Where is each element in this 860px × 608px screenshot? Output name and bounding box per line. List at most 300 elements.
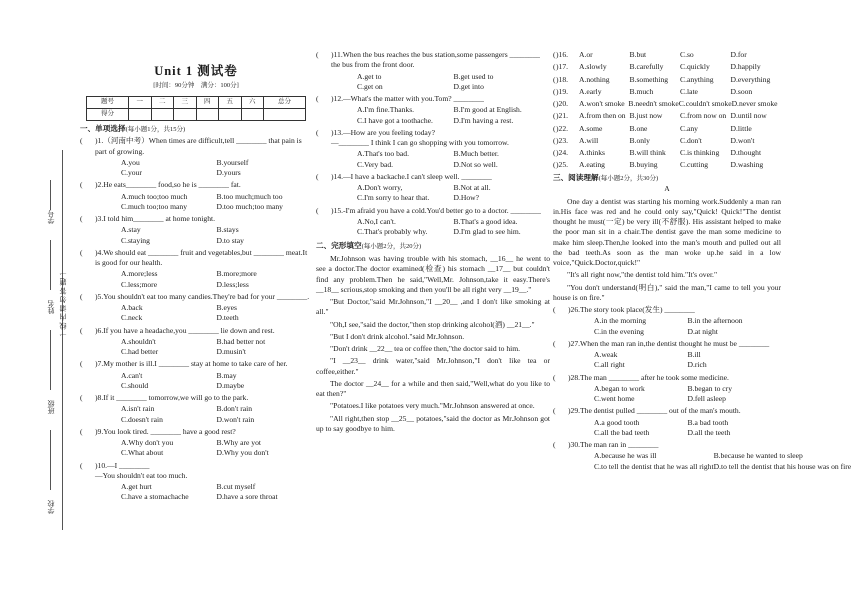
option[interactable]: C.quickly — [680, 62, 710, 72]
question-stem: )27.When the man ran in,the dentist thought he must be ________ — [568, 338, 770, 348]
score-cell[interactable] — [174, 108, 197, 120]
question — [316, 206, 550, 238]
student-id-blank[interactable] — [50, 180, 51, 210]
option[interactable]: B.get used to — [453, 71, 494, 81]
option[interactable]: A.Don't worry, — [357, 183, 403, 192]
option-grid — [95, 337, 312, 358]
question — [553, 373, 781, 405]
answer-paren[interactable]: ( — [80, 393, 83, 403]
answer-paren[interactable]: ( — [80, 247, 83, 257]
paragraph: "But Doctor,"said Mr.Johnson,"I __20__ ,and I don't like smoking at all." — [316, 297, 550, 317]
question — [316, 128, 550, 170]
option[interactable]: B.eyes — [216, 303, 237, 313]
paragraph: "Oh,I see,"said the doctor,"then stop drinking alcohol(酒) __21__." — [330, 319, 535, 329]
answer-paren[interactable]: ( — [553, 305, 556, 315]
option[interactable]: B.may — [216, 370, 237, 380]
option[interactable]: C.have a stomachache — [121, 492, 189, 502]
section-heading — [553, 173, 781, 184]
answer-paren[interactable]: ( — [316, 94, 319, 103]
cloze-option-row — [553, 111, 781, 121]
answer-paren[interactable]: ( — [80, 214, 83, 224]
option[interactable]: C.cutting — [680, 160, 709, 170]
option[interactable]: A.a good tooth — [594, 417, 640, 427]
paragraph: "You don't understand(明白)," said the man,"I came to tell you your house is on fire." — [553, 282, 781, 302]
option[interactable]: B.yourself — [216, 157, 249, 167]
answer-paren[interactable]: ( — [316, 127, 319, 137]
question — [316, 50, 550, 92]
option[interactable]: D.until now — [730, 111, 767, 121]
question-stem: )9.You look tired. ________ have a good rest? — [95, 426, 236, 436]
option[interactable]: B.will think — [629, 148, 666, 157]
answer-paren[interactable]: ( — [553, 148, 556, 157]
option[interactable]: C.I'm sorry to hear that. — [357, 193, 430, 203]
score-header-cell: 题号 — [87, 96, 129, 108]
score-cell[interactable] — [219, 108, 242, 120]
question-number: )23. — [556, 135, 569, 145]
option[interactable]: A.shouldn't — [121, 336, 156, 346]
option[interactable]: A.you — [121, 157, 140, 167]
option[interactable]: A.can't — [121, 370, 143, 380]
option[interactable]: D.to tell the dentist that his house was on fire — [713, 461, 852, 471]
binding-margin — [0, 0, 75, 608]
option[interactable]: A.I'm fine.Thanks. — [357, 105, 415, 115]
option-grid — [579, 87, 781, 97]
question — [553, 406, 781, 438]
option[interactable]: B.only — [629, 135, 650, 145]
option[interactable]: D.never smoke — [731, 99, 778, 108]
section-note: (每小题1分，共15分) — [125, 125, 186, 133]
question-stem: )28.The man ________ after he took some medicine. — [568, 372, 729, 382]
answer-paren[interactable]: ( — [80, 291, 83, 301]
question-stem: )7.My mother is ill.I ________ stay at home to take care of her. — [95, 359, 288, 369]
option-grid — [95, 404, 312, 425]
option[interactable]: D.musin't — [216, 347, 246, 357]
column-3 — [553, 0, 852, 608]
option[interactable]: A.get hurt — [121, 482, 152, 492]
answer-paren[interactable]: ( — [553, 135, 556, 145]
option-grid — [579, 75, 781, 85]
class-label: 班级 — [47, 400, 55, 414]
question-stem: )13.—How are you feeling today? — [331, 127, 435, 137]
answer-paren[interactable]: ( — [80, 460, 83, 470]
cloze-option-row — [553, 75, 781, 85]
option[interactable]: D.less;less — [216, 279, 249, 289]
section-note: (每小题2分，共30分) — [598, 174, 659, 182]
paragraph: "It's all right now,"the dentist told him."It's over." — [567, 270, 718, 280]
option[interactable]: A.get to — [357, 71, 382, 81]
question-stem: )15.-I'm afraid you have a cold.You'd better go to a doctor. ________ — [331, 205, 541, 215]
school-label: 学校 — [47, 500, 55, 514]
question — [80, 461, 312, 503]
option-grid — [95, 269, 312, 290]
question-stem: )11.When the bus reaches the bus station,some passengers ________ the bus from the front door. — [331, 50, 540, 70]
option[interactable]: A.from then on — [579, 111, 626, 121]
passage-label: A — [664, 184, 670, 194]
option[interactable]: C.should — [121, 380, 149, 390]
paragraph: "But I don't drink alcohol."said Mr.Johnson. — [330, 331, 465, 341]
option-grid — [95, 192, 312, 213]
option[interactable]: A.That's too bad. — [357, 149, 409, 159]
cloze-option-row — [553, 99, 781, 109]
question-list — [80, 136, 312, 502]
option[interactable]: B.ill — [687, 350, 701, 360]
section-title: 三、阅读理解 — [553, 172, 599, 182]
score-cell[interactable] — [151, 108, 174, 120]
class-blank[interactable] — [50, 330, 51, 390]
question — [316, 172, 550, 204]
answer-paren[interactable]: ( — [553, 160, 556, 170]
paragraph: "I __23__ drink water,"said Mr.Johnson,"I don't like tea or coffee,either." — [316, 356, 550, 376]
question — [553, 305, 781, 337]
cloze-option-row — [553, 62, 781, 72]
option[interactable]: C.couldn't smoke — [678, 99, 732, 108]
option[interactable]: D.fell asleep — [687, 394, 726, 404]
option[interactable]: C.neck — [121, 313, 143, 323]
option-grid — [579, 62, 781, 72]
score-header-cell: 总分 — [264, 96, 306, 108]
option[interactable]: B.I'm good at English. — [453, 105, 522, 115]
score-cell[interactable] — [241, 108, 264, 120]
question-number: )16. — [556, 50, 569, 59]
option[interactable]: A.because he was ill — [594, 451, 657, 461]
option[interactable]: D.Not so well. — [453, 159, 498, 169]
question-stem: )4.We should eat ________ fruit and vegetables,but ________ meat.It is good for our health. — [95, 247, 308, 268]
option[interactable]: D.all the teeth — [687, 427, 731, 437]
option[interactable]: D.maybe — [216, 380, 245, 390]
answer-paren[interactable]: ( — [553, 50, 556, 59]
option[interactable]: C.get on — [357, 81, 383, 91]
option[interactable]: C.is thinking — [680, 148, 720, 157]
answer-paren[interactable]: ( — [316, 171, 319, 181]
question-stem-2: —You shouldn't eat too much. — [95, 470, 188, 480]
option[interactable]: C.I have got a toothache. — [357, 115, 433, 125]
option[interactable]: D.I'm glad to see him. — [453, 227, 521, 236]
name-label: 姓名 — [47, 300, 55, 314]
name-blank[interactable] — [50, 240, 51, 290]
answer-paren[interactable]: ( — [553, 99, 556, 108]
option[interactable]: B.needn't smoke — [628, 99, 679, 108]
option[interactable]: B.a bad tooth — [687, 417, 729, 427]
option[interactable]: A.nothing — [579, 74, 610, 84]
question — [80, 136, 312, 178]
question-stem: )6.If you have a headache,you ________ lie down and rest. — [95, 325, 275, 335]
option[interactable]: D.thought — [730, 148, 762, 157]
option[interactable]: D.teeth — [216, 313, 239, 323]
option[interactable]: C.to tell the dentist that he was all right — [594, 461, 714, 471]
option[interactable]: A.No,I can't. — [357, 216, 396, 226]
answer-paren[interactable]: ( — [553, 123, 556, 133]
option[interactable]: B.something — [629, 74, 669, 84]
option[interactable]: B.began to cry — [687, 383, 732, 393]
option[interactable]: B.buying — [629, 160, 658, 170]
option[interactable]: C.went home — [594, 394, 635, 404]
option[interactable]: B.cut myself — [216, 482, 256, 492]
answer-paren[interactable]: ( — [80, 359, 83, 369]
option[interactable]: A.will — [579, 135, 599, 145]
option-grid — [579, 124, 781, 134]
option[interactable]: D.happily — [730, 62, 761, 72]
option-grid — [579, 50, 781, 60]
answer-paren[interactable]: ( — [553, 406, 556, 416]
cloze-option-row — [553, 160, 781, 170]
option[interactable]: D.yours — [216, 168, 241, 178]
page-subtitle: [时间：90分钟 满分：100分] — [153, 81, 239, 89]
question-number: )25. — [556, 160, 569, 170]
option[interactable]: C.What about — [121, 448, 164, 458]
option[interactable]: B.Not at all. — [453, 183, 491, 192]
option[interactable]: A.eating — [579, 160, 605, 170]
option[interactable]: B.Much better. — [453, 149, 499, 159]
option[interactable]: B.carefully — [629, 62, 664, 72]
answer-paren[interactable]: ( — [553, 372, 556, 382]
question — [316, 94, 550, 126]
option[interactable]: A.Why don't you — [121, 438, 174, 448]
score-cell[interactable] — [264, 108, 306, 120]
option[interactable]: D.soon — [730, 86, 753, 96]
question-stem: )5.You shouldn't eat too many candies.They're bad for your ________. — [95, 291, 310, 301]
option[interactable]: C.late — [680, 86, 698, 96]
option[interactable]: B.because he wanted to sleep — [713, 451, 803, 461]
option[interactable]: C.staying — [121, 235, 150, 245]
question-number: )17. — [556, 62, 569, 72]
option[interactable]: C.all the bad teeth — [594, 427, 650, 437]
cloze-passage — [316, 254, 550, 434]
option[interactable]: C.don't — [680, 135, 702, 145]
question — [80, 292, 312, 324]
reading-passage — [553, 197, 781, 304]
option[interactable]: A.more;less — [121, 269, 158, 279]
option[interactable]: C.all right — [594, 360, 625, 370]
option[interactable]: B.too much;much too — [216, 191, 283, 201]
score-header-cell: 三 — [174, 96, 197, 108]
option[interactable]: C.anything — [680, 74, 714, 84]
option[interactable]: A.some — [579, 123, 603, 133]
option[interactable]: D.get into — [453, 81, 484, 91]
score-header-cell: 二 — [151, 96, 174, 108]
option-grid — [95, 371, 312, 392]
question-stem: )14.—I have a backache.I can't sleep well. ________ — [331, 171, 492, 181]
question-stem: )3.I told him________ at home tonight. — [95, 214, 216, 224]
paragraph: "Potatoes.I like potatoes very much."Mr.Johnson answered at once. — [330, 401, 535, 411]
score-header-cell: 一 — [129, 96, 152, 108]
option-grid — [331, 72, 550, 93]
section-title: 二、完形填空 — [316, 241, 362, 251]
school-blank[interactable] — [50, 430, 51, 490]
option[interactable]: D.at night — [687, 326, 718, 336]
option[interactable]: C.from now on — [680, 111, 727, 121]
option-grid — [579, 148, 781, 158]
option-grid — [568, 451, 852, 472]
question-number: )22. — [556, 123, 569, 133]
question-number: )20. — [556, 99, 569, 108]
option[interactable]: D.won't rain — [216, 414, 255, 424]
option[interactable]: B.Why are yot — [216, 438, 261, 448]
score-cell[interactable] — [129, 108, 152, 120]
cloze-option-row — [553, 50, 781, 60]
student-id-label: 学号 — [47, 210, 55, 224]
option-grid — [579, 111, 781, 121]
option-grid — [95, 438, 312, 459]
option-grid — [95, 303, 312, 324]
answer-paren[interactable]: ( — [316, 205, 319, 215]
option[interactable]: A.or — [579, 50, 593, 59]
option-grid — [568, 350, 781, 371]
question-stem: )10.—I ________ — [95, 460, 150, 470]
option[interactable]: A.slowly — [579, 62, 607, 72]
option-grid — [331, 183, 550, 204]
option[interactable]: D.How? — [453, 193, 480, 203]
option-grid — [95, 225, 312, 246]
question — [80, 359, 312, 391]
option[interactable]: A.thinks — [579, 148, 605, 157]
option[interactable]: D.have a sore throat — [216, 492, 278, 502]
option[interactable]: C.That's probably why. — [357, 227, 428, 236]
answer-paren[interactable]: ( — [553, 338, 556, 348]
question-number: )19. — [556, 86, 569, 96]
question — [553, 339, 781, 371]
question-stem: )29.The dentist pulled ________ out of the man's mouth. — [568, 406, 741, 416]
option[interactable]: B.That's a good idea. — [453, 216, 518, 226]
question-number: )21. — [556, 111, 569, 121]
option[interactable]: C.your — [121, 168, 142, 178]
score-header-cell: 四 — [196, 96, 219, 108]
option[interactable]: B.but — [629, 50, 647, 59]
option[interactable]: B.don't rain — [216, 404, 253, 414]
option-grid — [568, 384, 781, 405]
question-list — [316, 50, 550, 237]
option[interactable]: A.back — [121, 303, 143, 313]
option[interactable]: D.won't — [730, 135, 755, 145]
question-stem: )1.（河南中考）When times are difficult,tell ________ that pain is part of growing. — [95, 136, 302, 156]
paragraph: One day a dentist was starting his morning work.Suddenly a man ran in.His face was red and he could only say,"Quick! Quick!"The dentist thought he must(一定) be very ill(不舒服). His assistant helped to make the poor man sit in a chair.The dentist gave the man some medicine to make him sleep.Then,he looked into the man's mouth and pulled out all the bad teeth.As soon as the man woke up.he said in a low voice,"Quick.Doctor,quick!" — [553, 196, 781, 268]
fold-line — [62, 150, 63, 530]
cloze-option-row — [553, 136, 781, 146]
option[interactable]: B.much — [629, 86, 654, 96]
section-heading — [316, 241, 550, 252]
answer-paren[interactable]: ( — [553, 74, 556, 84]
cloze-options-list — [553, 50, 781, 171]
option[interactable]: D.everything — [730, 74, 771, 84]
score-header-cell: 五 — [219, 96, 242, 108]
option-grid — [568, 418, 781, 439]
option[interactable]: D.for — [730, 50, 747, 59]
answer-paren[interactable]: ( — [80, 180, 83, 190]
option[interactable]: A.isn't rain — [121, 404, 155, 414]
cloze-option-row — [553, 124, 781, 134]
option[interactable]: C.much too;too many — [121, 201, 188, 211]
option-grid — [579, 99, 781, 109]
question — [80, 214, 312, 246]
option[interactable]: B.one — [629, 123, 648, 133]
column-2 — [316, 0, 550, 608]
option[interactable]: A.weak — [594, 350, 618, 360]
option[interactable]: D.little — [730, 123, 752, 133]
question — [553, 440, 852, 472]
score-cell[interactable] — [196, 108, 219, 120]
paragraph: "All right,then stop __25__ potatoes,"said the doctor as Mr.Johnson got up to say goodbye to him. — [316, 413, 550, 433]
question — [80, 180, 312, 212]
option-grid — [331, 217, 550, 238]
column-1 — [80, 0, 312, 608]
option[interactable]: C.any — [680, 123, 698, 133]
option[interactable]: B.just now — [629, 111, 663, 121]
option-grid — [579, 136, 781, 146]
option-grid — [579, 160, 781, 170]
option[interactable]: B.had better not — [216, 336, 266, 346]
question-stem: )30.The man ran in ________ — [568, 440, 659, 450]
option[interactable]: D.I'm having a rest. — [453, 115, 514, 125]
option[interactable]: C.Very bad. — [357, 159, 394, 169]
option[interactable]: B.more;more — [216, 269, 257, 279]
question-list — [553, 305, 852, 472]
page-title: Unit 1 测试卷 — [154, 64, 238, 78]
option[interactable]: D.Why you don't — [216, 448, 269, 458]
answer-paren[interactable]: ( — [80, 136, 83, 146]
section-title: 一、单项选择 — [80, 123, 126, 133]
option[interactable]: A.in the morning — [594, 316, 647, 326]
question-number: )18. — [556, 74, 569, 84]
option[interactable]: D.to stay — [216, 235, 244, 245]
score-row-label: 得分 — [87, 108, 129, 120]
option[interactable]: C.had better — [121, 347, 159, 357]
option[interactable]: D.rich — [687, 360, 707, 370]
paragraph: Mr.Johnson was having trouble with his stomach, __16__ he went to see a doctor.The doctor examined(检查) his stomach __17__ but couldn't find any problem.Then he said,"Well,Mr. Johnson,take it easy.There's __18__ scrious,stop smoking and then you'll be all right very __19__." — [316, 254, 550, 294]
option[interactable]: A.much too;too much — [121, 191, 188, 201]
option[interactable]: A.began to work — [594, 383, 645, 393]
answer-paren[interactable]: ( — [553, 440, 556, 450]
option[interactable]: B.stays — [216, 225, 239, 235]
answer-paren[interactable]: ( — [553, 111, 556, 121]
option[interactable]: D.washing — [730, 160, 764, 170]
cloze-option-row — [553, 87, 781, 97]
score-header-cell: 六 — [241, 96, 264, 108]
score-table — [86, 96, 306, 121]
question-stem: )2.He eats________ food,so he is ________ fat. — [95, 180, 241, 190]
option[interactable]: C.doesn't rain — [121, 414, 163, 424]
fold-line-note: 一 线 内 请 勿 答 题 一 — [59, 270, 67, 339]
option[interactable]: C.less;more — [121, 279, 158, 289]
paragraph: "Don't drink __22__ tea or coffee then,"the doctor said to him. — [330, 344, 521, 354]
option[interactable]: A.early — [579, 86, 602, 96]
question-stem: )8.If it ________ tomorrow,we will go to the park. — [95, 393, 249, 403]
option-grid — [568, 316, 781, 337]
section-heading — [80, 124, 312, 135]
answer-paren[interactable]: ( — [553, 86, 556, 96]
question — [80, 427, 312, 459]
option[interactable]: C.so — [680, 50, 694, 59]
question — [80, 393, 312, 425]
cloze-option-row — [553, 148, 781, 158]
option-grid — [95, 482, 312, 503]
option[interactable]: B.in the afternoon — [687, 316, 743, 326]
answer-paren[interactable]: ( — [80, 325, 83, 335]
answer-paren[interactable]: ( — [316, 50, 319, 59]
answer-paren[interactable]: ( — [80, 426, 83, 436]
question-stem: )26.The story took place(发生) ________ — [568, 305, 695, 315]
answer-paren[interactable]: ( — [553, 62, 556, 72]
option-grid — [331, 149, 550, 170]
option[interactable]: D.too much;too many — [216, 201, 283, 211]
question — [80, 248, 312, 290]
option[interactable]: C.in the evening — [594, 326, 644, 336]
option[interactable]: A.won't smoke — [579, 99, 625, 108]
option[interactable]: A.stay — [121, 225, 141, 235]
option-grid — [95, 158, 312, 179]
section-note: (每小题2分，共20分) — [361, 243, 422, 251]
question-stem-2: —________ I think I can go shopping with you tomorrow. — [331, 138, 509, 147]
paragraph: The doctor __24__ for a while and then said,"Well,what do you like to eat then?" — [316, 378, 550, 399]
option-grid — [331, 105, 550, 126]
